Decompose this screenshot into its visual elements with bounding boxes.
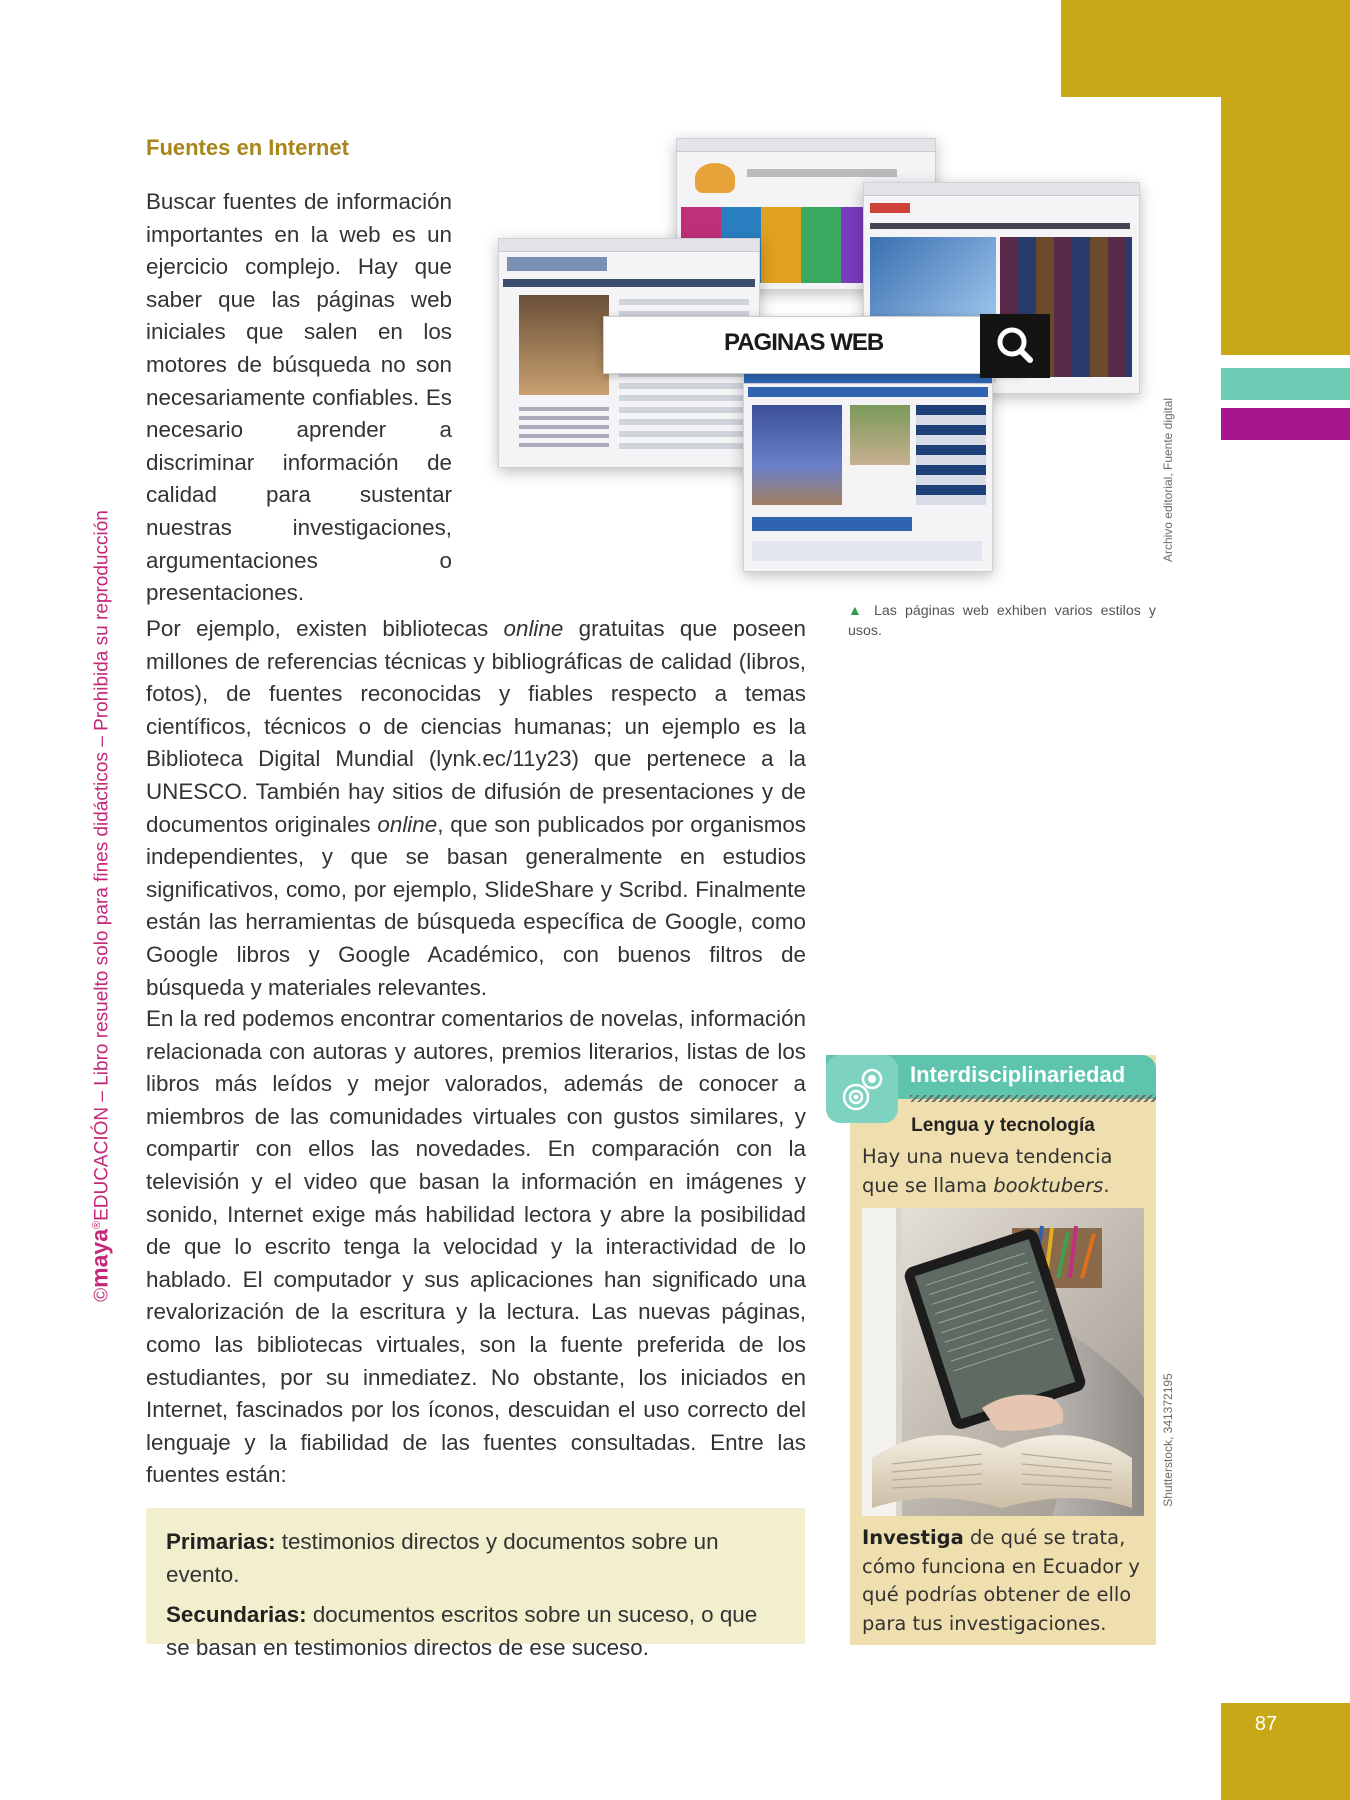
task-label: Investiga	[862, 1526, 964, 1549]
tablet-reading-photo	[862, 1208, 1144, 1516]
interdisciplinary-task	[862, 1524, 1152, 1638]
body-text-a: Hay una nueva tendencia que se llama	[862, 1145, 1113, 1197]
section-heading: Fuentes en Internet	[146, 135, 349, 160]
browser-window-front	[743, 370, 993, 572]
interdisciplinary-body	[862, 1143, 1152, 1200]
body-text-b: .	[1103, 1173, 1110, 1197]
decor-gold-band-side	[1221, 97, 1350, 355]
notice-rest: EDUCACIÓN – Libro resuelto solo para fines didácticos – Prohibida su reproducción	[91, 510, 113, 1221]
secondary-source	[166, 1599, 785, 1664]
side-notice	[80, 490, 120, 1322]
task-text: de qué se trata, cómo funciona en Ecuador y qué podrías obtener de ello para tus investigaciones.	[862, 1526, 1140, 1635]
body-italic: booktubers	[993, 1173, 1104, 1197]
search-bar-text: PAGINAS WEB	[724, 329, 884, 356]
decor-gold-band-top	[1061, 0, 1350, 97]
primary-label: Primarias:	[166, 1529, 276, 1554]
interdisciplinary-subtitle: Lengua y tecnología	[911, 1115, 1095, 1136]
header-stripe	[910, 1095, 1156, 1102]
primary-source	[166, 1526, 785, 1591]
intro-paragraph: Buscar fuentes de información importantes en la web es un ejercicio complejo. Hay que saber que las páginas web iniciales que salen en los motores de búsqueda no son necesariamente confiables. Es necesario aprender a discriminar información de calidad para sustentar nuestras investigaciones, argumentaciones o presentaciones.	[146, 189, 452, 606]
copyright-sign: ©	[91, 1287, 113, 1302]
p1-italic-1: online	[503, 616, 564, 641]
registered-sign: ®	[91, 1220, 104, 1230]
interdisciplinary-title: Interdisciplinariedad	[910, 1062, 1126, 1087]
illustration-caption	[848, 600, 1156, 641]
concentric-circles-icon	[826, 1055, 898, 1123]
web-pages-illustration	[498, 138, 1138, 578]
sources-box	[146, 1508, 805, 1660]
brand-name: maya	[86, 1229, 113, 1288]
side-notice-text	[87, 510, 114, 1302]
secondary-label: Secundarias:	[166, 1602, 307, 1628]
illustration-credit	[1156, 380, 1180, 580]
secondary-text: documentos escritos sobre un suceso, o que se basan en testimonios directos de ese suceso.	[166, 1602, 758, 1660]
search-icon	[980, 314, 1050, 378]
triangle-icon: ▲	[848, 602, 875, 618]
p1-italic-2: online	[377, 811, 438, 837]
search-bar-graphic	[603, 316, 1025, 374]
p1-text-b: gratuitas que poseen millones de referencias técnicas y bibliográficas de calidad (libros, fotos), de fuentes reconocidas y fiables respecto a temas científicos, técnicos o de ciencias humanas; un ejemplo es la Biblioteca Digital Mundial (lynk.ec/11y23) que pertenece a la UNESCO. También hay sitios de difusión de presentaciones y de documentos originales	[146, 616, 806, 837]
p1-text-c: , que son publicados por organismos independientes, y que se basan generalmente en estudios significativos, como, por ejemplo, SlideShare y Scribd. Finalmente están las herramientas de búsqueda específica de Google, como Google libros y Google Académico, con buenos filtros de búsqueda y materiales relevantes.	[146, 811, 807, 1000]
page-number: 87	[1254, 1713, 1278, 1735]
paragraph-2: En la red podemos encontrar comentarios de novelas, información relacionada con autoras y autores, premios literarios, listas de los libros más leídos y mejor valorados, además de conocer a miembros de las comunidades virtuales con gustos similares, y compartir con ellos las novedades. En comparación con la televisión y el video que basan la información en imágenes y sonido, Internet exige más habilidad lectora y abre la posibilidad de que lo escrito tenga la velocidad y la interactividad de lo hablado. El computador y sus aplicaciones han significado una revalorización de la escritura y la lectura. Las nuevas páginas, como las bibliotecas virtuales, son la fuente preferida de los estudiantes, por su inmediatez. No obstante, los iniciados en Internet, fascinados por los íconos, descuidan el uso correcto del lenguaje y la fiabilidad de las fuentes consultadas. Entre las fuentes están:	[146, 1006, 806, 1488]
illustration-credit-text: Archivo editorial, Fuente digital	[1161, 397, 1175, 563]
paragraph-1	[146, 613, 806, 1004]
p1-text-a: Por ejemplo, existen bibliotecas	[146, 616, 504, 641]
caption-text: Las páginas web exhiben varios estilos y usos.	[848, 603, 1156, 639]
photo-credit	[1156, 1360, 1180, 1520]
decor-teal-tab	[1221, 368, 1350, 400]
decor-magenta-tab	[1221, 408, 1350, 440]
primary-text: testimonios directos y documentos sobre un evento.	[166, 1529, 719, 1587]
photo-credit-text: Shutterstock, 341372195	[1161, 1373, 1175, 1507]
